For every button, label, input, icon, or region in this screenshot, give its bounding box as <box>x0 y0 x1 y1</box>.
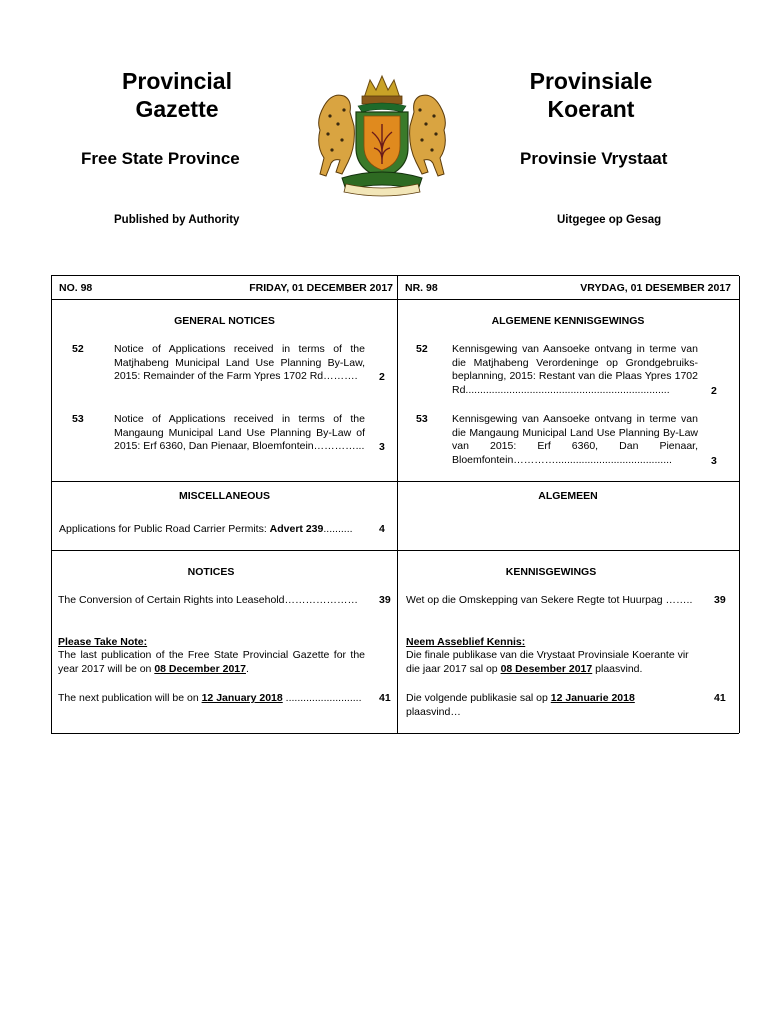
page-number: 41 <box>714 692 726 704</box>
table-header-rule <box>51 299 739 300</box>
page-number: 3 <box>379 441 385 453</box>
next-pub-end: plaasvind… <box>406 705 461 718</box>
next-publication-notice-english <box>58 692 368 706</box>
section-heading-algemeen: ALGEMEEN <box>538 490 598 502</box>
last-pub-date: 08 December 2017 <box>154 662 246 675</box>
gazette-title-english <box>77 67 277 123</box>
column-divider <box>397 551 398 733</box>
next-publication-notice-afrikaans <box>406 692 676 719</box>
last-publication-notice-afrikaans <box>406 649 702 676</box>
last-pub-date: 08 Desember 2017 <box>500 662 593 675</box>
table-top-rule <box>51 275 739 276</box>
table-bottom-rule <box>51 733 739 734</box>
last-pub-end: plaasvind. <box>592 662 643 675</box>
issue-number-english: NO. 98 <box>59 282 93 294</box>
misc-item-text: Applications for Public Road Carrier Permits: <box>59 523 270 535</box>
last-pub-text: The last publication of the Free State Provincial Gazette for the year 2017 will be on <box>58 649 365 675</box>
section-heading-miscellaneous: MISCELLANEOUS <box>178 490 270 502</box>
conversion-notice-afrikaans: Wet op die Omskepping van Sekere Regte tot Huurpag …….. <box>406 594 693 606</box>
last-pub-end: . <box>245 662 249 675</box>
notice-number: 53 <box>72 413 84 425</box>
page-number: 39 <box>714 594 726 606</box>
next-pub-leader: .......................... <box>282 692 362 704</box>
next-pub-text: Die volgende publikasie sal op <box>406 692 551 704</box>
title-en-line1: Provincial <box>122 68 232 94</box>
page-number: 41 <box>379 692 391 704</box>
title-af-line1: Provinsiale <box>529 68 653 94</box>
section-heading-general-notices: GENERAL NOTICES <box>174 315 275 327</box>
misc-item-leader: .......... <box>323 523 353 535</box>
page-number: 2 <box>379 371 385 383</box>
neem-asseblief-kennis-heading: Neem Asseblief Kennis: <box>406 636 526 648</box>
coat-of-arms-icon <box>302 66 462 200</box>
issue-date-afrikaans: VRYDAG, 01 DESEMBER 2017 <box>580 282 731 294</box>
gazette-title-afrikaans <box>491 67 691 123</box>
next-pub-text: The next publication will be on <box>58 692 202 704</box>
published-by-authority-afrikaans: Uitgegee op Gesag <box>557 214 662 226</box>
next-pub-date: 12 January 2018 <box>201 692 283 704</box>
table-section-rule <box>51 550 739 551</box>
notice-number: 53 <box>416 413 428 425</box>
issue-date-english: FRIDAY, 01 DECEMBER 2017 <box>249 282 393 294</box>
page-number: 39 <box>379 594 391 606</box>
title-af-line2: Koerant <box>547 96 635 122</box>
notice-number: 52 <box>72 343 84 355</box>
notice-text-52-afrikaans: Kennisgewing van Aansoeke ontvang in terme van die Matjhabeng Verordeninge op Grondgebruiks-beplanning, 2015: Restant van die Plaas Ypres 1702 Rd...................................................................... <box>452 343 698 396</box>
section-heading-algemene-kennisgewings: ALGEMENE KENNISGEWINGS <box>491 315 645 327</box>
section-heading-kennisgewings: KENNISGEWINGS <box>505 566 597 578</box>
province-afrikaans: Provinsie Vrystaat <box>520 149 668 168</box>
notice-text-53-english: Notice of Applications received in terms of the Mangaung Municipal Land Use Planning By-Law of 2015: Erf 6360, Dan Pienaar, Bloemfontein…………... <box>114 413 365 452</box>
page-number: 4 <box>379 523 385 535</box>
notice-text-53-afrikaans: Kennisgewing van Aansoeke ontvang in terme van die Mangaung Municipal Land Use Planning By-Law van 2015: Erf 6360, Dan Pienaar, Bloemfontein…………........................................ <box>452 413 698 466</box>
published-by-authority: Published by Authority <box>114 214 240 226</box>
page-number: 3 <box>711 455 717 467</box>
next-pub-date: 12 Januarie 2018 <box>550 692 635 704</box>
table-section-rule <box>51 481 739 482</box>
misc-item-advert: Advert 239 <box>269 523 324 535</box>
misc-item-public-road-carrier <box>59 523 369 537</box>
please-take-note-heading: Please Take Note: <box>58 636 148 648</box>
title-en-line2: Gazette <box>135 96 219 122</box>
conversion-notice-english: The Conversion of Certain Rights into Leasehold………………… <box>58 594 358 606</box>
column-divider <box>397 276 398 482</box>
notice-text-52-english: Notice of Applications received in terms of the Matjhabeng Municipal Land Use Planning By-Law, 2015: Remainder of the Farm Ypres 1702 Rd………. <box>114 343 365 382</box>
last-pub-text: Die finale publikase van die Vrystaat Provinsiale Koerante vir die jaar 2017 sal op <box>406 649 689 675</box>
section-heading-notices: NOTICES <box>187 566 235 578</box>
page-number: 2 <box>711 385 717 397</box>
issue-number-afrikaans: NR. 98 <box>405 282 438 294</box>
last-publication-notice-english <box>58 649 365 676</box>
notice-number: 52 <box>416 343 428 355</box>
province-english: Free State Province <box>81 149 240 168</box>
